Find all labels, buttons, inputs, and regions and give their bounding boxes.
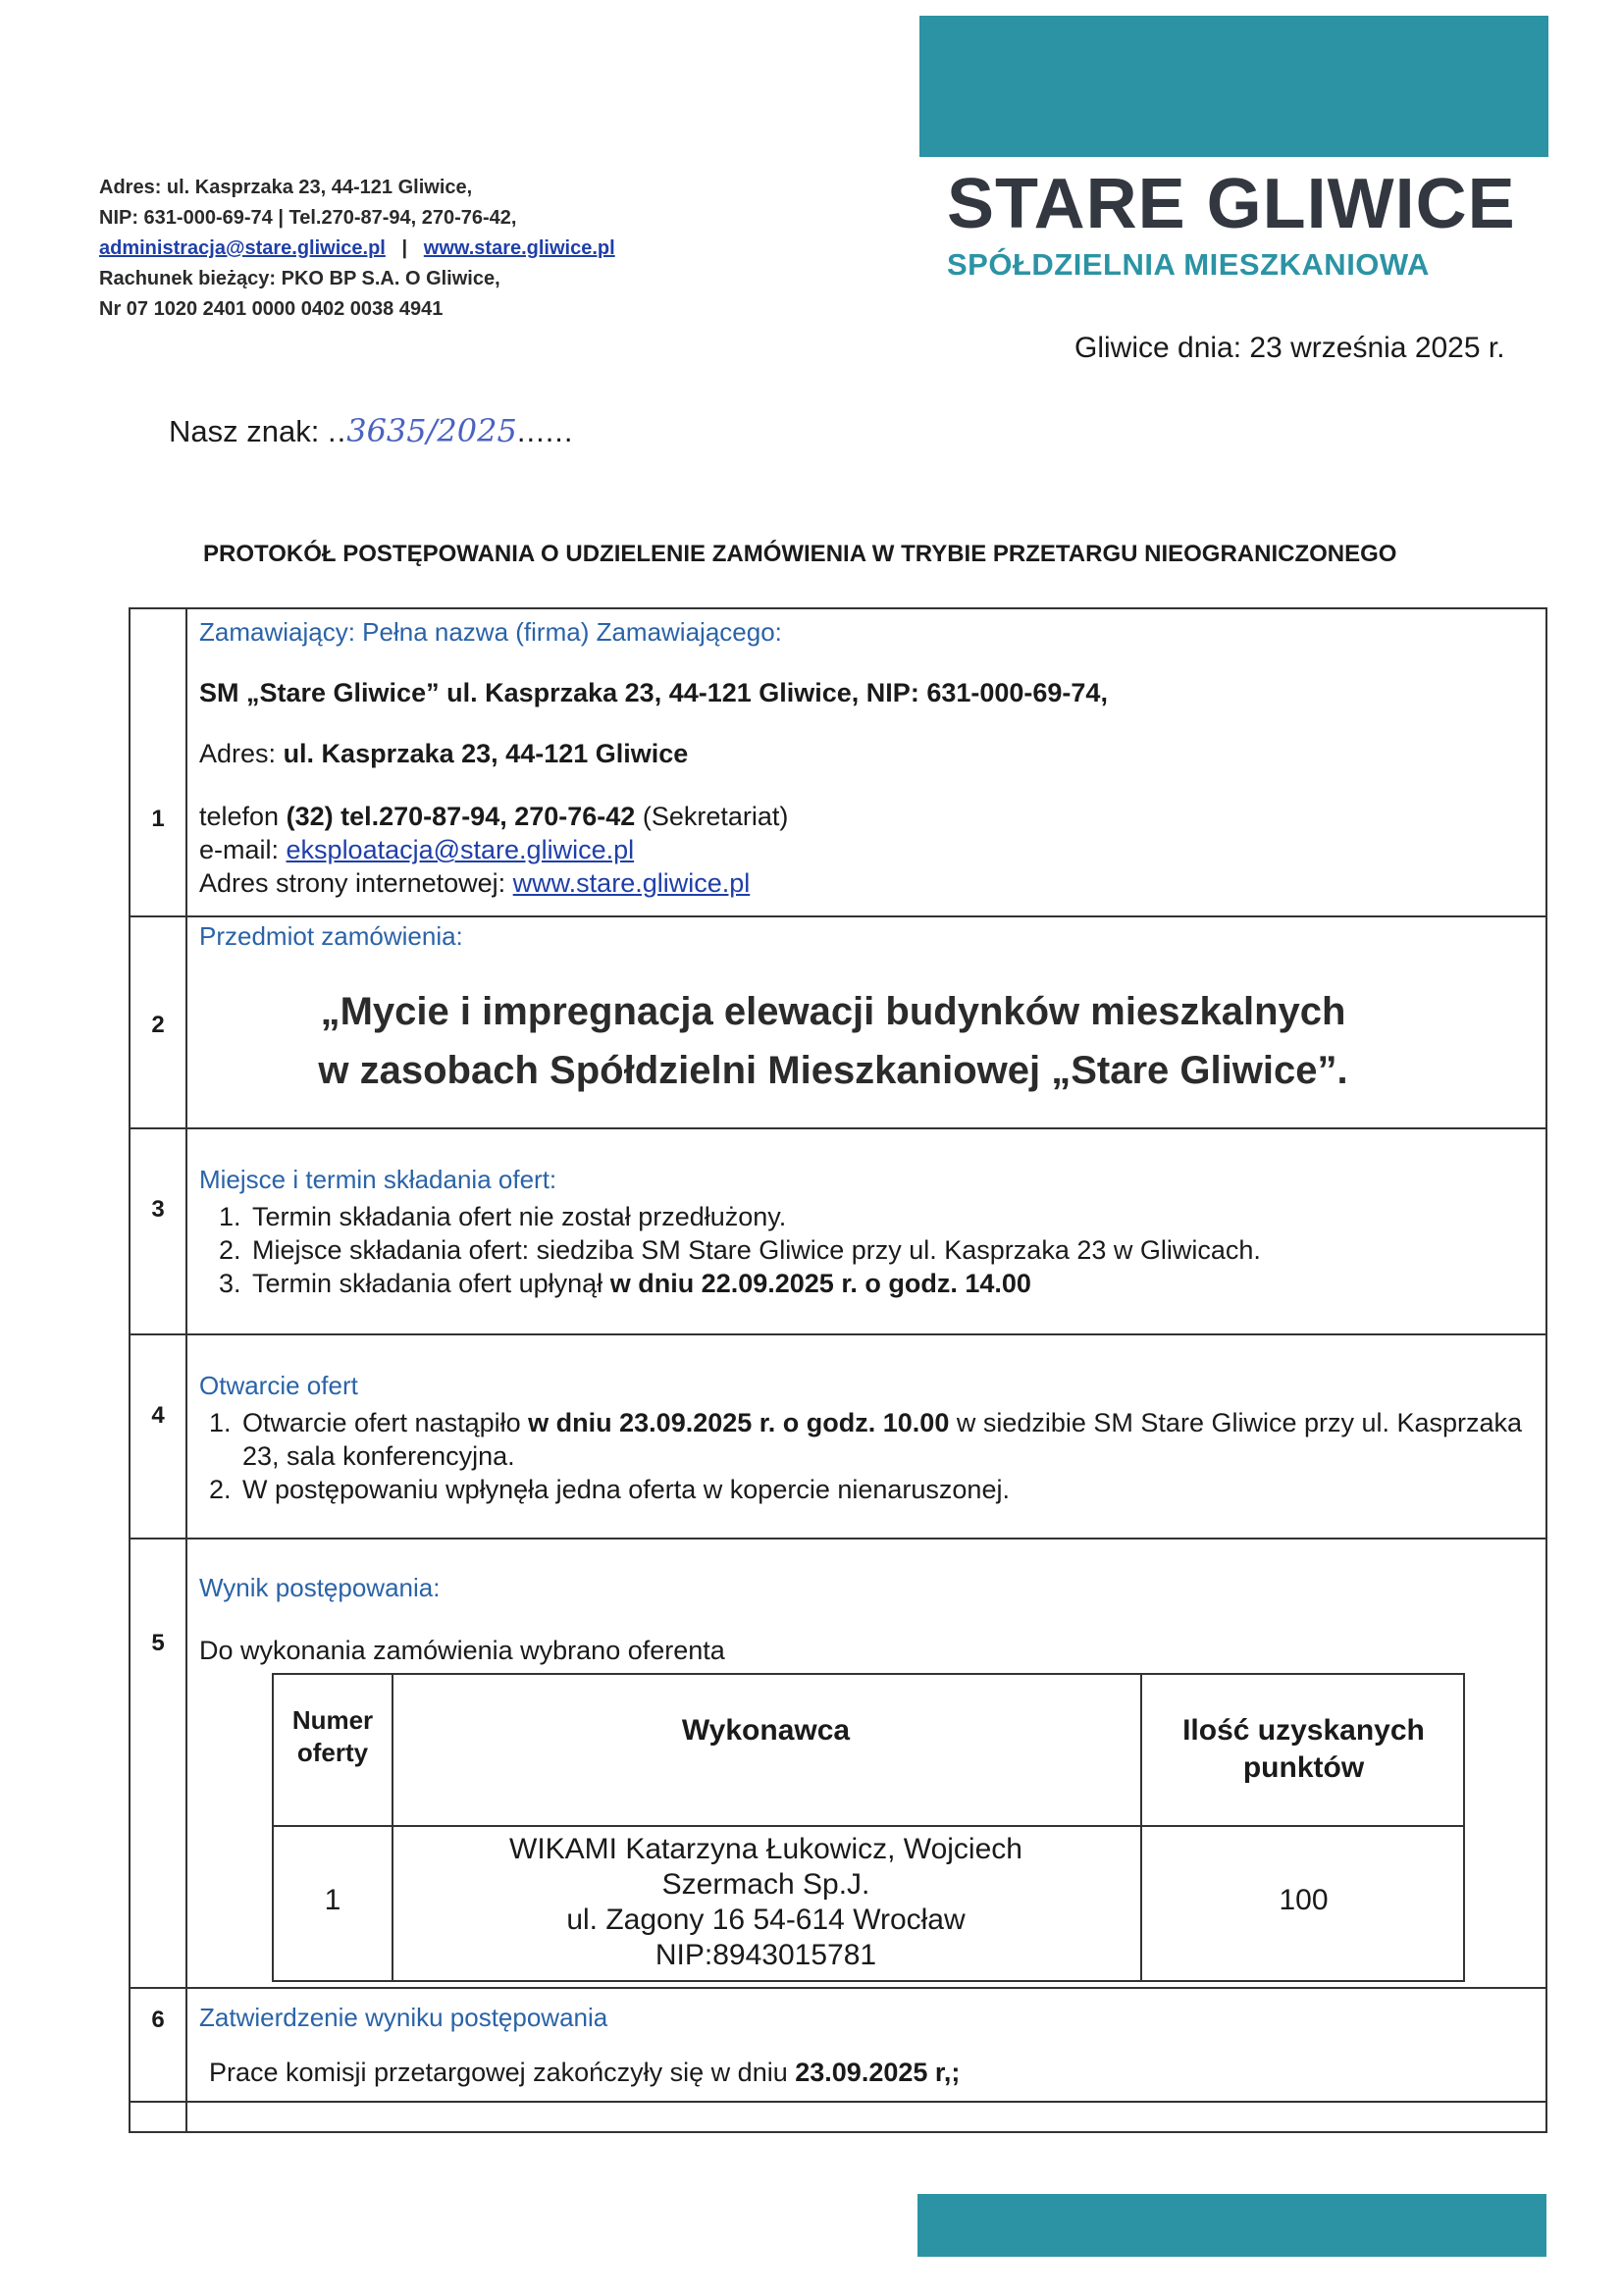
- section-1-header: Zamawiający: Pełna nazwa (firma) Zamawiającego:: [199, 617, 782, 647]
- authority-address: [199, 737, 1526, 770]
- document-title: PROTOKÓŁ POSTĘPOWANIA O UDZIELENIE ZAMÓWIENIA W TRYBIE PRZETARGU NIEOGRANICZONEGO: [203, 541, 1397, 567]
- submission-item-1: 1. Termin składania ofert nie został przedłużony.: [248, 1200, 1526, 1233]
- reference-label: Nasz znak:: [169, 414, 320, 448]
- cell-offer-number: 1: [324, 1884, 341, 1916]
- section-6-approval: [199, 2001, 1526, 2089]
- phone-value: (32) tel.270-87-94, 270-76-42: [286, 802, 636, 831]
- contractor-line-3: ul. Zagony 16 54-614 Wrocław: [566, 1904, 966, 1936]
- section-number-6: 6: [151, 2007, 165, 2033]
- authority-email-link[interactable]: eksploatacja@stare.gliwice.pl: [286, 835, 635, 864]
- website-label: Adres strony internetowej:: [199, 868, 506, 898]
- contractor-line-2: Szermach Sp.J.: [661, 1868, 870, 1901]
- section-3-header: Miejsce i termin składania ofert:: [199, 1165, 557, 1194]
- reference-dots-after: ......: [516, 414, 574, 448]
- section-number-5: 5: [151, 1630, 165, 1656]
- submission-item-3: [248, 1267, 1526, 1300]
- reference-number: [169, 412, 574, 449]
- reference-handwritten: 3635/2025: [346, 412, 517, 449]
- authority-website: [199, 866, 1526, 900]
- submission-item-2: 2. Miejsce składania ofert: siedziba SM Stare Gliwice przy ul. Kasprzaka 23 w Gliwicach.: [248, 1233, 1526, 1267]
- contractor-line-1: WIKAMI Katarzyna Łukowicz, Wojciech: [509, 1833, 1022, 1865]
- row-divider: [131, 1987, 1545, 1989]
- approval-text: [199, 2056, 1526, 2089]
- results-table: [272, 1673, 1465, 1982]
- opening-item-1-text: Otwarcie ofert nastąpiło: [242, 1408, 521, 1437]
- submission-list: [199, 1200, 1526, 1300]
- opening-list: [199, 1406, 1526, 1506]
- reference-dots: ..: [327, 414, 347, 448]
- section-1-contracting-authority: [199, 615, 1526, 900]
- approval-suffix: ,;: [943, 2058, 961, 2087]
- sender-bank: Rachunek bieżący: PKO BP S.A. O Gliwice,: [99, 268, 500, 289]
- sender-account: Nr 07 1020 2401 0000 0402 0038 4941: [99, 298, 444, 320]
- address-value: ul. Kasprzaka 23, 44-121 Gliwice: [283, 739, 689, 768]
- section-4-header: Otwarcie ofert: [199, 1371, 358, 1400]
- sender-email-link[interactable]: administracja@stare.gliwice.pl: [99, 237, 386, 259]
- logo-title: STARE GLIWICE: [947, 165, 1516, 243]
- opening-item-1-rest: w siedzibie SM Stare Gliwice przy ul. Kasprzaka 23, sala konferencyjna.: [242, 1408, 1523, 1471]
- section-4-opening: [199, 1369, 1526, 1506]
- sender-info: [99, 173, 615, 325]
- approval-date: 23.09.2025 r: [795, 2058, 944, 2087]
- email-label: e-mail:: [199, 835, 280, 864]
- contractor-line-4: NIP:8943015781: [654, 1939, 877, 1971]
- phone-note: (Sekretariat): [642, 802, 789, 831]
- number-column-divider: [185, 609, 187, 2131]
- column-header-offer-number: Numer oferty: [291, 1705, 374, 1767]
- subject-line-2: w zasobach Spółdzielni Mieszkaniowej „Stare Gliwice”.: [318, 1049, 1348, 1092]
- opening-item-2: 2. W postępowaniu wpłynęła jedna oferta w kopercie nienaruszonej.: [238, 1473, 1526, 1506]
- section-6-header: Zatwierdzenie wyniku postępowania: [199, 2003, 608, 2032]
- submission-item-3-text: Termin składania ofert upłynął: [252, 1269, 603, 1298]
- result-intro: Do wykonania zamówienia wybrano oferenta: [199, 1636, 725, 1665]
- section-5-header: Wynik postępowania:: [199, 1573, 441, 1602]
- section-5-result: [199, 1571, 1526, 1667]
- section-number-4: 4: [151, 1402, 165, 1429]
- section-2-header: Przedmiot zamówienia:: [199, 921, 463, 951]
- opening-item-1-date: w dniu 23.09.2025 r. o godz. 10.00: [528, 1408, 950, 1437]
- section-number-3: 3: [151, 1196, 165, 1223]
- cell-contractor: [392, 1832, 1140, 1973]
- column-header-contractor: Wykonawca: [681, 1714, 851, 1747]
- phone-label: telefon: [199, 802, 280, 831]
- section-3-submission: [199, 1163, 1526, 1300]
- section-2-subject: [199, 919, 1526, 1100]
- subject-title: [199, 982, 1526, 1100]
- row-divider: [131, 915, 1545, 917]
- separator: |: [401, 237, 408, 259]
- section-number-1: 1: [151, 806, 165, 832]
- column-header-points: Ilość uzyskanych punktów: [1182, 1714, 1425, 1784]
- header-color-band: [919, 16, 1548, 157]
- authority-website-link[interactable]: www.stare.gliwice.pl: [512, 868, 751, 898]
- row-divider: [131, 2101, 1545, 2103]
- subject-line-1: „Mycie i impregnacja elewacji budynków mieszkalnych: [320, 990, 1346, 1033]
- authority-name: SM „Stare Gliwice” ul. Kasprzaka 23, 44-121 Gliwice, NIP: 631-000-69-74,: [199, 678, 1108, 707]
- sender-contact-links: [99, 234, 615, 264]
- logo-subtitle: SPÓŁDZIELNIA MIESZKANIOWA: [947, 247, 1430, 282]
- cell-points: 100: [1279, 1884, 1329, 1916]
- sender-address: Adres: ul. Kasprzaka 23, 44-121 Gliwice,: [99, 177, 473, 198]
- footer-color-band: [917, 2194, 1546, 2257]
- row-divider: [131, 1538, 1545, 1539]
- authority-email: [199, 833, 1526, 866]
- authority-phone: [199, 800, 1526, 833]
- submission-item-3-deadline: w dniu 22.09.2025 r. o godz. 14.00: [609, 1269, 1031, 1298]
- row-divider: [131, 1127, 1545, 1129]
- results-row-divider: [274, 1825, 1463, 1827]
- sender-nip-phone: NIP: 631-000-69-74 | Tel.270-87-94, 270-76-42,: [99, 207, 517, 229]
- opening-item-1: [238, 1406, 1526, 1473]
- row-divider: [131, 1333, 1545, 1335]
- address-label: Adres:: [199, 739, 277, 768]
- sender-website-link[interactable]: www.stare.gliwice.pl: [423, 237, 615, 259]
- protocol-table: [129, 607, 1547, 2133]
- section-number-2: 2: [151, 1012, 165, 1038]
- approval-text-body: Prace komisji przetargowej zakończyły się w dniu: [209, 2058, 788, 2087]
- document-date: Gliwice dnia: 23 września 2025 r.: [1074, 332, 1505, 364]
